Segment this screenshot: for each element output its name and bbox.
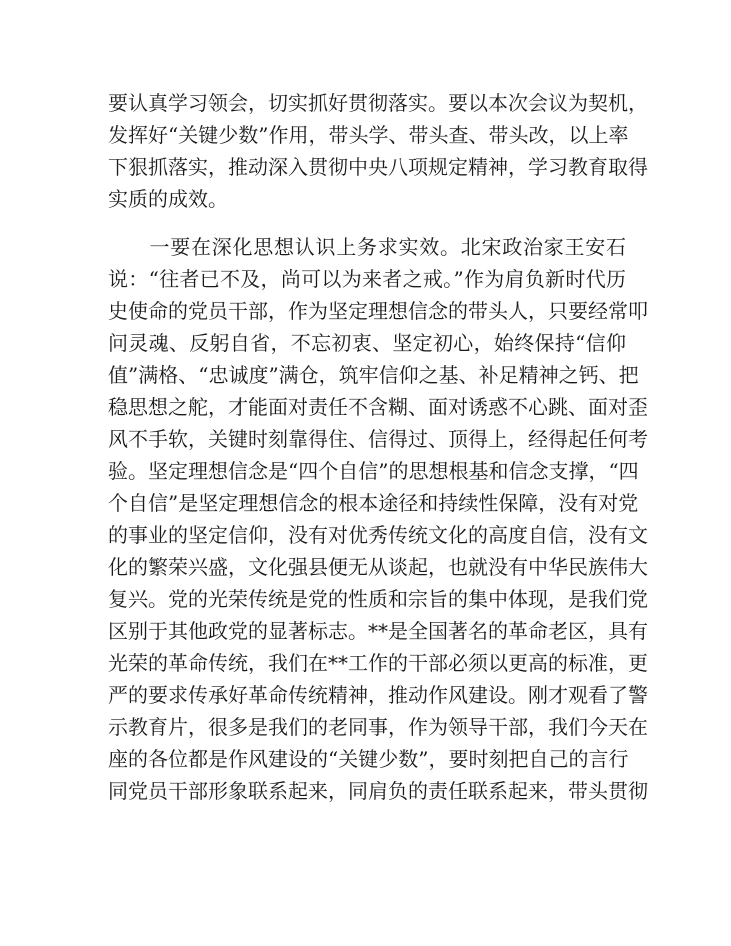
text-line: 实质的成效。 bbox=[108, 187, 228, 211]
text-line: 风不手软，关键时刻靠得住、信得过、顶得上，经得起任何考 bbox=[108, 427, 648, 451]
text-line: 化的繁荣兴盛，文化强县便无从谈起，也就没有中华民族伟大 bbox=[108, 555, 648, 579]
text-line: 史使命的党员干部，作为坚定理想信念的带头人，只要经常叩 bbox=[108, 299, 648, 323]
text-line: 要认真学习领会，切实抓好贯彻落实。要以本次会议为契机， bbox=[108, 91, 648, 115]
text-line: 值”满格、“忠诚度”满仓，筑牢信仰之基、补足精神之钙、把 bbox=[108, 363, 639, 387]
text-line: 问灵魂、反躬自省，不忘初衷、坚定初心，始终保持“信仰 bbox=[108, 331, 626, 355]
text-line: 同党员干部形象联系起来，同肩负的责任联系起来，带头贯彻 bbox=[108, 779, 648, 803]
text-line: 验。坚定理想信念是“四个自信”的思想根基和信念支撑，“四 bbox=[108, 459, 639, 483]
text-line: 一要在深化思想认识上务求实效。北宋政治家王安石 bbox=[108, 235, 626, 259]
text-line: 区别于其他政党的显著标志。**是全国著名的革命老区，具有 bbox=[108, 619, 648, 643]
paragraph-1 bbox=[108, 87, 648, 215]
text-line: 严的要求传承好革命传统精神，推动作风建设。刚才观看了警 bbox=[108, 683, 648, 707]
text-line: 发挥好“关键少数”作用，带头学、带头查、带头改，以上率 bbox=[108, 123, 629, 147]
text-line: 个自信”是坚定理想信念的根本途径和持续性保障，没有对党 bbox=[108, 491, 639, 515]
text-line: 说：“往者已不及，尚可以为来者之戒。”作为肩负新时代历 bbox=[108, 267, 626, 291]
text-line: 光荣的革命传统，我们在**工作的干部必须以更高的标准，更 bbox=[108, 651, 648, 675]
text-line: 下狠抓落实，推动深入贯彻中央八项规定精神，学习教育取得 bbox=[108, 155, 648, 179]
text-line: 的事业的坚定信仰，没有对优秀传统文化的高度自信，没有文 bbox=[108, 523, 648, 547]
paragraph-2 bbox=[108, 231, 648, 807]
text-line: 座的各位都是作风建设的“关键少数”，要时刻把自己的言行 bbox=[108, 747, 629, 771]
text-line: 示教育片，很多是我们的老同事，作为领导干部，我们今天在 bbox=[108, 715, 648, 739]
text-line: 复兴。党的光荣传统是党的性质和宗旨的集中体现，是我们党 bbox=[108, 587, 648, 611]
text-line: 稳思想之舵，才能面对责任不含糊、面对诱惑不心跳、面对歪 bbox=[108, 395, 648, 419]
